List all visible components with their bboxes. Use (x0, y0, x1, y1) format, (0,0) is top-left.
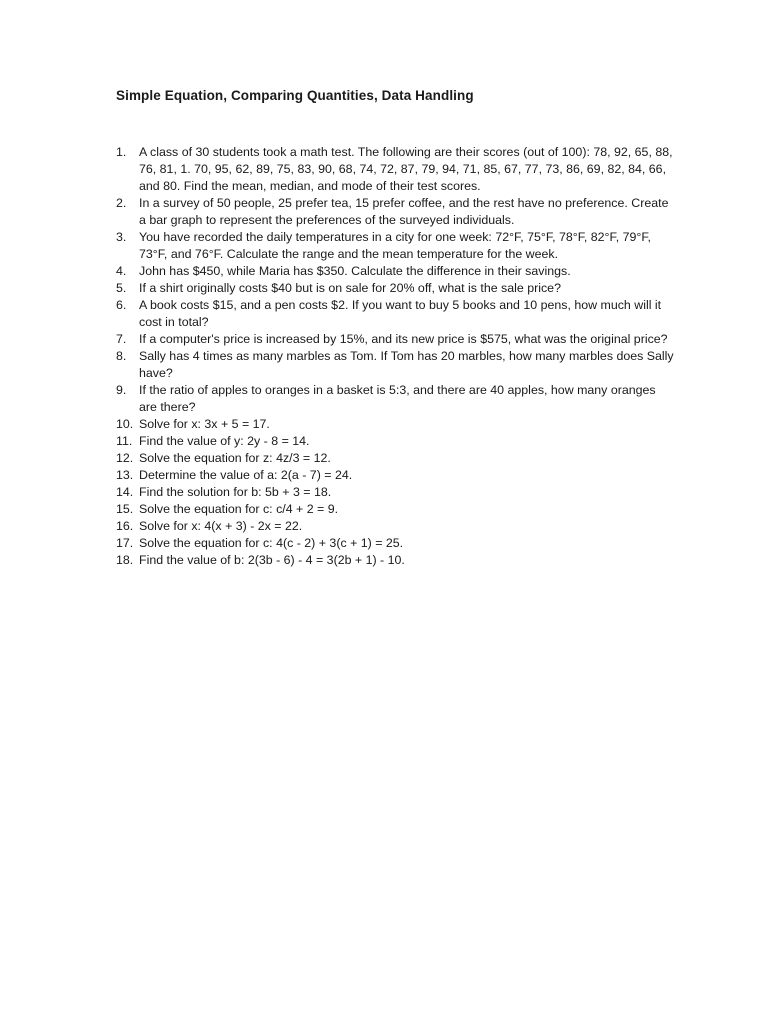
question-item (116, 144, 676, 195)
question-text: Solve the equation for c: 4(c - 2) + 3(c + 1) = 25. (139, 536, 404, 550)
question-item (116, 195, 676, 229)
question-item (116, 229, 676, 263)
question-number: 12. (116, 451, 134, 465)
question-number: 9. (116, 383, 127, 397)
question-item (116, 484, 676, 501)
question-text: Sally has 4 times as many marbles as Tom. If Tom has 20 marbles, how many marbles does Sally have? (139, 349, 674, 380)
question-number: 2. (116, 196, 127, 210)
question-text: A book costs $15, and a pen costs $2. If you want to buy 5 books and 10 pens, how much will it cost in total? (139, 298, 662, 329)
question-number: 10. (116, 417, 134, 431)
question-number: 11. (116, 434, 133, 448)
question-text: Solve for x: 3x + 5 = 17. (139, 417, 270, 431)
question-item (116, 348, 676, 382)
question-text: John has $450, while Maria has $350. Calculate the difference in their savings. (139, 264, 571, 278)
question-number: 18. (116, 553, 134, 567)
question-number: 7. (116, 332, 127, 346)
document-title: Simple Equation, Comparing Quantities, Data Handling (116, 88, 474, 103)
question-item (116, 552, 676, 569)
question-text: If a computer's price is increased by 15%, and its new price is $575, what was the original price? (139, 332, 668, 346)
question-item (116, 280, 676, 297)
question-text: Solve for x: 4(x + 3) - 2x = 22. (139, 519, 303, 533)
question-text: A class of 30 students took a math test. The following are their scores (out of 100): 78, 92, 65, 88, 76, 81, 1. 70, 95, 62, 89, 75, 83, 90, 68, 74, 72, 87, 79, 94, 71, 85, 67, 77, 73, 86, 69, 82, 84, 66, and 80. Find the mean, median, and mode of their test scores. (139, 145, 673, 193)
question-text: Solve the equation for c: c/4 + 2 = 9. (139, 502, 339, 516)
question-item (116, 331, 676, 348)
question-list (116, 144, 676, 569)
question-item (116, 467, 676, 484)
question-number: 14. (116, 485, 134, 499)
question-text: Find the value of b: 2(3b - 6) - 4 = 3(2b + 1) - 10. (139, 553, 405, 567)
question-item (116, 382, 676, 416)
question-text: If the ratio of apples to oranges in a basket is 5:3, and there are 40 apples, how many oranges are there? (139, 383, 656, 414)
question-number: 13. (116, 468, 134, 482)
question-item (116, 501, 676, 518)
question-text: If a shirt originally costs $40 but is on sale for 20% off, what is the sale price? (139, 281, 561, 295)
question-text: Solve the equation for z: 4z/3 = 12. (139, 451, 331, 465)
question-number: 16. (116, 519, 134, 533)
question-text: Find the solution for b: 5b + 3 = 18. (139, 485, 332, 499)
question-number: 6. (116, 298, 127, 312)
question-number: 15. (116, 502, 134, 516)
question-item (116, 433, 676, 450)
question-item (116, 450, 676, 467)
question-text: Determine the value of a: 2(a - 7) = 24. (139, 468, 353, 482)
question-number: 17. (116, 536, 134, 550)
question-item (116, 518, 676, 535)
question-text: Find the value of y: 2y - 8 = 14. (139, 434, 310, 448)
question-number: 5. (116, 281, 127, 295)
question-item (116, 263, 676, 280)
question-item (116, 416, 676, 433)
question-number: 4. (116, 264, 127, 278)
question-number: 1. (116, 145, 127, 159)
question-number: 3. (116, 230, 127, 244)
question-item (116, 535, 676, 552)
question-number: 8. (116, 349, 127, 363)
question-text: In a survey of 50 people, 25 prefer tea, 15 prefer coffee, and the rest have no preference. Create a bar graph to represent the preferences of the surveyed individuals. (139, 196, 669, 227)
question-text: You have recorded the daily temperatures in a city for one week: 72°F, 75°F, 78°F, 82°F, 79°F, 73°F, and 76°F. Calculate the range and the mean temperature for the week. (139, 230, 651, 261)
question-item (116, 297, 676, 331)
